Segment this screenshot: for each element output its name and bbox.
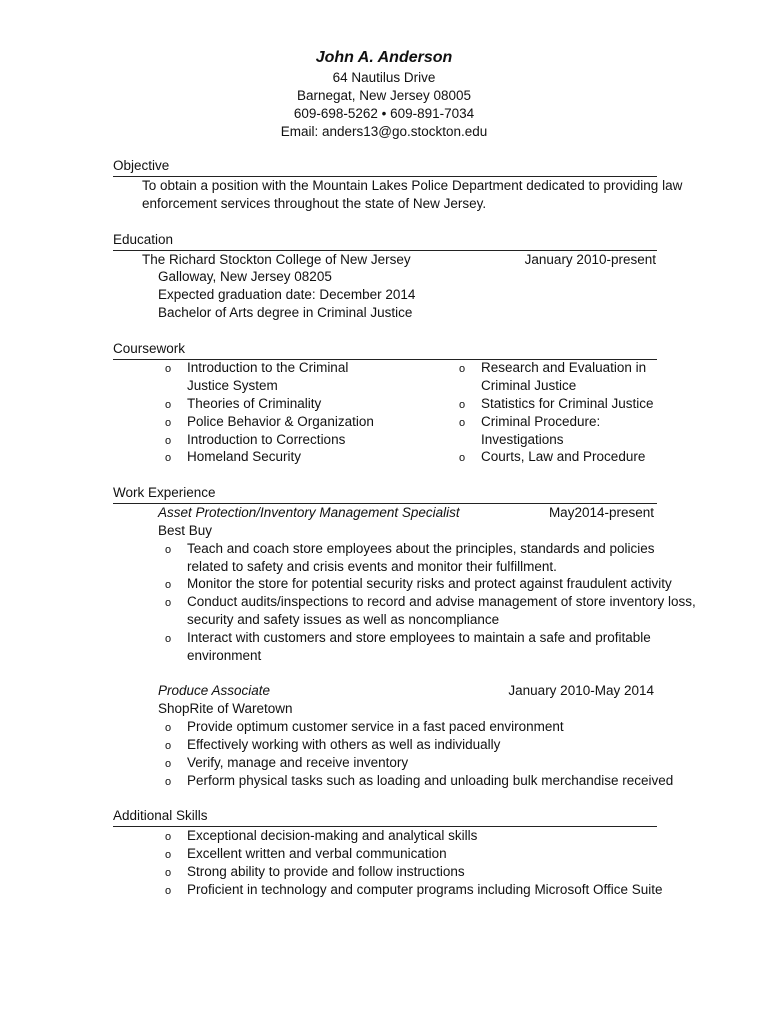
skill-item: Exceptional decision-making and analytical skills: [187, 828, 478, 843]
job-duty-continued: environment: [187, 648, 262, 663]
list-bullet: o: [165, 776, 172, 788]
school-name: The Richard Stockton College of New Jersey: [142, 252, 411, 267]
course-item: Criminal Procedure:: [481, 414, 601, 429]
email-address: Email: anders13@go.stockton.edu: [280, 124, 488, 139]
course-item: Introduction to the Criminal: [187, 360, 349, 375]
objective-text-line-2: enforcement services throughout the state of New Jersey.: [142, 196, 487, 211]
list-bullet: o: [165, 597, 172, 609]
course-item: Police Behavior & Organization: [187, 414, 374, 429]
course-item-continued: Justice System: [187, 378, 278, 393]
address-line-2: Barnegat, New Jersey 08005: [296, 88, 472, 103]
course-item: Research and Evaluation in: [481, 360, 647, 375]
list-bullet: o: [165, 435, 172, 447]
job-duty: Perform physical tasks such as loading and unloading bulk merchandise received: [187, 773, 674, 788]
list-bullet: o: [165, 885, 172, 897]
objective-text-line-1: To obtain a position with the Mountain Lakes Police Department dedicated to providing law: [142, 178, 683, 193]
job-dates: May2014-present: [548, 505, 654, 520]
list-bullet: o: [459, 417, 466, 429]
job-duty: Conduct audits/inspections to record and advise management of store inventory loss,: [187, 594, 696, 609]
job-company: ShopRite of Waretown: [158, 701, 293, 716]
job-duty: Interact with customers and store employees to maintain a safe and profitable: [187, 630, 651, 645]
objective-heading: Objective: [113, 158, 170, 173]
list-bullet: o: [165, 831, 172, 843]
phone-numbers: 609-698-5262 • 609-891-7034: [293, 106, 475, 121]
job-duty-continued: security and safety issues as well as noncompliance: [187, 612, 500, 627]
list-bullet: o: [165, 579, 172, 591]
list-bullet: o: [165, 740, 172, 752]
job-company: Best Buy: [158, 523, 213, 538]
course-item: Statistics for Criminal Justice: [481, 396, 654, 411]
list-bullet: o: [165, 363, 172, 375]
list-bullet: o: [165, 849, 172, 861]
applicant-name: John A. Anderson: [315, 49, 453, 66]
list-bullet: o: [459, 399, 466, 411]
job-duty: Provide optimum customer service in a fast paced environment: [187, 719, 564, 734]
job-dates: January 2010-May 2014: [508, 683, 654, 698]
job-duty: Monitor the store for potential security risks and protect against fraudulent activity: [187, 576, 672, 591]
contact-header: [0, 47, 768, 141]
education-heading: Education: [113, 232, 174, 247]
graduation-date: Expected graduation date: December 2014: [158, 287, 416, 302]
course-item-continued: Investigations: [481, 432, 564, 447]
course-item: Introduction to Corrections: [187, 432, 346, 447]
list-bullet: o: [459, 363, 466, 375]
job-role: Asset Protection/Inventory Management Specialist: [158, 505, 460, 520]
skill-item: Strong ability to provide and follow instructions: [187, 864, 465, 879]
course-item: Homeland Security: [187, 449, 302, 464]
skill-item: Excellent written and verbal communication: [187, 846, 447, 861]
education-dates: January 2010-present: [524, 252, 656, 267]
list-bullet: o: [165, 399, 172, 411]
list-bullet: o: [165, 867, 172, 879]
job-duty: Teach and coach store employees about the principles, standards and policies: [187, 541, 655, 556]
course-item-continued: Criminal Justice: [481, 378, 577, 393]
address-line-1: 64 Nautilus Drive: [332, 70, 436, 85]
job-duty: Verify, manage and receive inventory: [187, 755, 409, 770]
course-item: Courts, Law and Procedure: [481, 449, 646, 464]
list-bullet: o: [165, 633, 172, 645]
additional-skills-heading: Additional Skills: [113, 808, 208, 823]
work-experience-heading: Work Experience: [113, 485, 216, 500]
list-bullet: o: [165, 452, 172, 464]
list-bullet: o: [165, 722, 172, 734]
list-bullet: o: [459, 452, 466, 464]
school-location: Galloway, New Jersey 08205: [158, 269, 332, 284]
list-bullet: o: [165, 544, 172, 556]
degree: Bachelor of Arts degree in Criminal Justice: [158, 305, 413, 320]
list-bullet: o: [165, 417, 172, 429]
list-bullet: o: [165, 758, 172, 770]
course-item: Theories of Criminality: [187, 396, 322, 411]
job-duty: Effectively working with others as well as individually: [187, 737, 501, 752]
coursework-heading: Coursework: [113, 341, 186, 356]
skill-item: Proficient in technology and computer programs including Microsoft Office Suite: [187, 882, 663, 897]
job-duty-continued: related to safety and crisis events and monitor their fulfillment.: [187, 559, 557, 574]
job-role: Produce Associate: [158, 683, 271, 698]
